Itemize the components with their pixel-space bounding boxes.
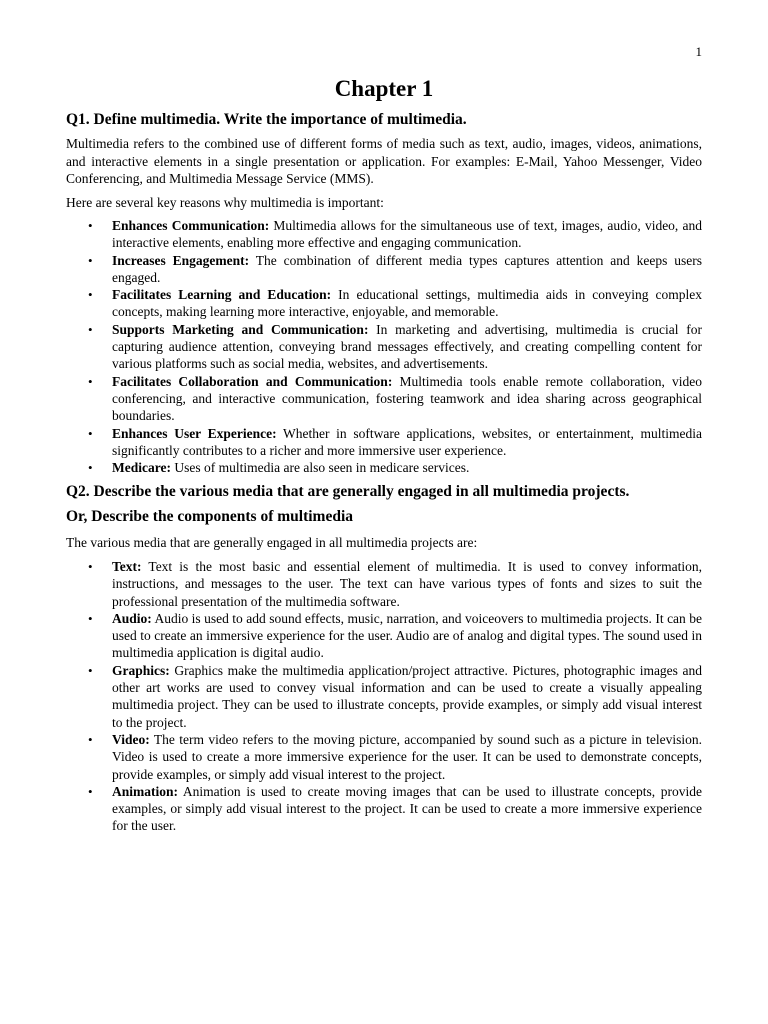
list-item-text: Audio is used to add sound effects, music, narration, and voiceovers to multimedia projects. It can be used to create an immersive experience for the user. Audio are of analog and digital types. The sound used in multimedia application is digital audio. (112, 610, 702, 661)
q1-heading: Q1. Define multimedia. Write the importance of multimedia. (66, 111, 467, 128)
list-item-term: Facilitates Learning and Education: (112, 287, 332, 303)
list-item (66, 217, 702, 252)
chapter-title: Chapter 1 (334, 76, 434, 101)
list-item-term: Graphics: (112, 662, 170, 678)
list-item-term: Enhances Communication: (112, 218, 270, 233)
bullet-icon: • (88, 218, 93, 233)
list-item (66, 610, 702, 662)
bullet-icon: • (88, 662, 93, 678)
list-item (66, 731, 702, 783)
list-item-text: In marketing and advertising, multimedia is crucial for capturing audience attention, conveying brand messages effectively, and creating compelling content for various platforms such as social media, websites, and advertisements. (112, 321, 703, 372)
list-item-text: Uses of multimedia are also seen in medicare services. (170, 460, 470, 476)
list-item-term: Increases Engagement: (112, 252, 250, 268)
list-item (66, 558, 702, 610)
list-item-text: Animation is used to create moving images that can be used to illustrate concepts, provide examples, or simply add visual interest to the project. It can be used to create a more immersive experience for the user. (112, 783, 702, 834)
q1-bullet-list (66, 217, 702, 476)
list-item-text: The combination of different media types captures attention and keeps users engaged. (112, 252, 703, 285)
list-item-text: Multimedia allows for the simultaneous use of text, images, audio, video, and interactive elements, enabling more effective and engaging communication. (112, 218, 703, 251)
list-item-text: The term video refers to the moving picture, accompanied by sound such as a picture in television. Video is used to create a more immersive experience for the user. It can be used to demonstrate concepts, provide examples, or simply add visual interest to the project. (112, 731, 702, 782)
list-item-term: Video: (112, 731, 150, 747)
list-item-term: Supports Marketing and Communication: (112, 321, 369, 337)
list-item-term: Text: (112, 558, 142, 574)
q1-definition: Multimedia refers to the combined use of different forms of media such as text, audio, images, videos, animations, and interactive elements in a single presentation or application. For examples: E-Mail, Yahoo Messenger, Video Conferencing, and Multimedia Message Service (MMS). (66, 136, 702, 186)
q1-intro: Here are several key reasons why multimedia is important: (66, 194, 384, 210)
bullet-icon: • (88, 610, 93, 626)
list-item-term: Facilitates Collaboration and Communication: (112, 373, 393, 389)
document-body (66, 110, 702, 841)
list-item-term: Animation: (112, 783, 179, 799)
list-item-term: Audio: (112, 610, 152, 626)
list-item-text: Whether in software applications, websites, or entertainment, multimedia significantly contributes to a richer and more immersive user experience. (112, 425, 702, 458)
q2-bullet-list (66, 558, 702, 835)
q2-heading: Q2. Describe the various media that are generally engaged in all multimedia projects. (66, 483, 630, 501)
bullet-icon: • (88, 731, 93, 747)
list-item-text: Multimedia tools enable remote collaboration, video conferencing, and interactive communication, fostering teamwork and idea sharing across geographical boundaries. (112, 373, 703, 424)
list-item (66, 321, 702, 373)
bullet-icon: • (88, 287, 93, 303)
list-item (66, 286, 702, 321)
list-item (66, 425, 702, 460)
list-item (66, 373, 702, 425)
bullet-icon: • (88, 460, 93, 476)
list-item-text: In educational settings, multimedia aids in conveying complex concepts, making learning more interactive, enjoyable, and memorable. (112, 287, 702, 320)
bullet-icon: • (88, 558, 93, 574)
bullet-icon: • (88, 252, 93, 268)
list-item-term: Enhances User Experience: (112, 425, 277, 441)
q2-intro: The various media that are generally engaged in all multimedia projects are: (66, 535, 478, 551)
list-item-term: Medicare: (112, 460, 171, 476)
bullet-icon: • (88, 321, 93, 337)
list-item (66, 252, 702, 287)
bullet-icon: • (88, 373, 93, 389)
q2-alt-heading: Or, Describe the components of multimedia (66, 508, 354, 526)
list-item (66, 662, 702, 731)
list-item (66, 783, 702, 835)
bullet-icon: • (88, 425, 93, 441)
bullet-icon: • (88, 783, 93, 799)
list-item (66, 459, 702, 476)
list-item-text: Text is the most basic and essential element of multimedia. It is used to convey information, instructions, and messages to the user. The text can have various types of fonts and sizes to suit the professional presentation of the multimedia software. (112, 558, 702, 609)
list-item-text: Graphics make the multimedia application/project attractive. Pictures, photographic images and other art works are used to convey visual information and can be used to create a visually appealing multimedia project. They can be used to illustrate concepts, provide examples, or simply add visual interest to the project. (112, 662, 702, 730)
page-number: 1 (695, 44, 702, 59)
